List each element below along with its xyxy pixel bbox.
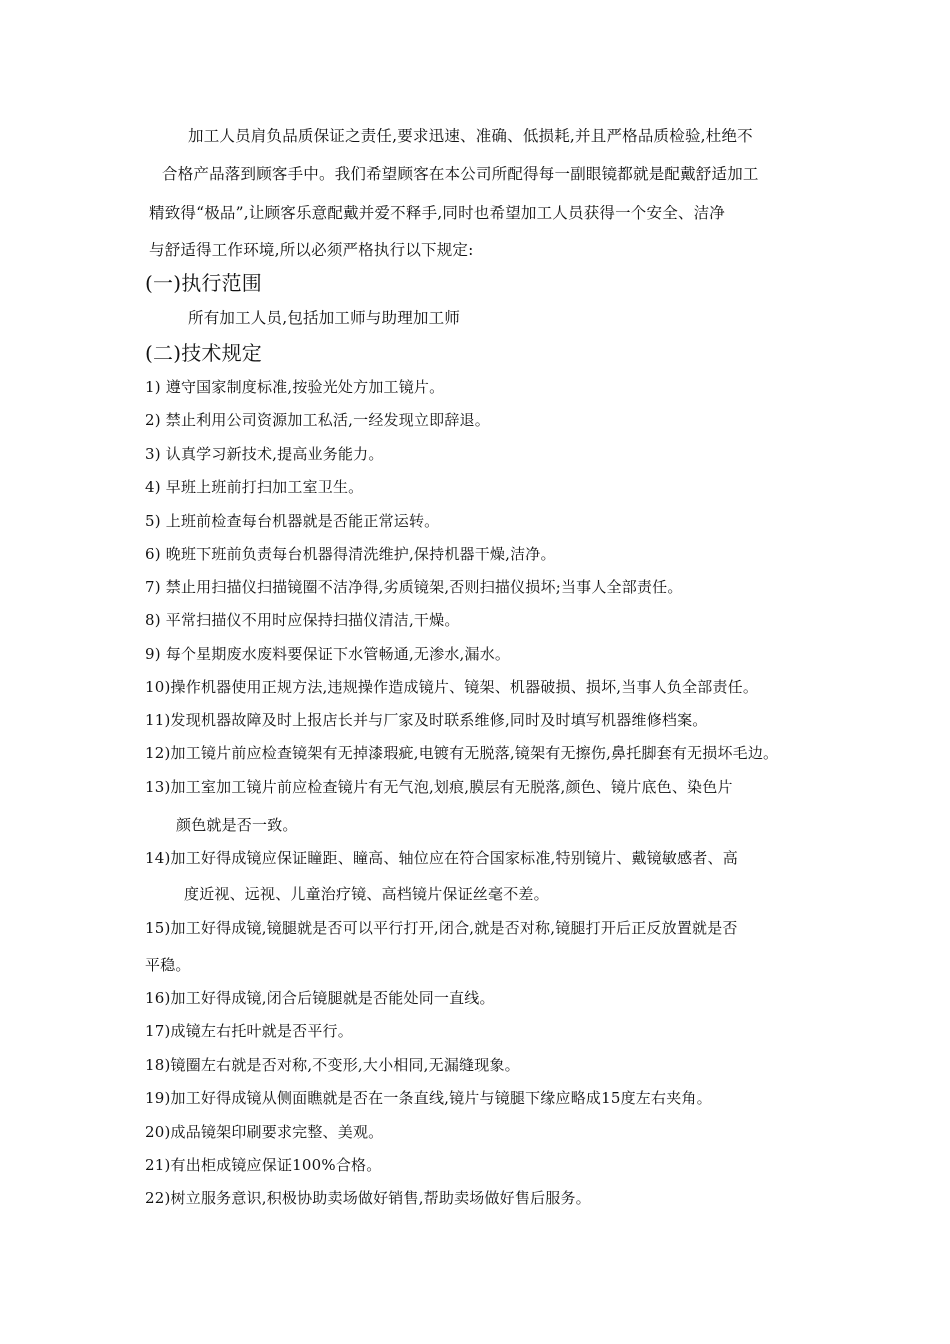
rule-item: 8) 平常扫描仪不用时应保持扫描仪清洁,干燥。: [145, 611, 460, 629]
rule-item: 3) 认真学习新技术,提高业务能力。: [145, 445, 384, 463]
rule-item: 17)成镜左右托叶就是否平行。: [145, 1022, 353, 1040]
rule-item: 15)加工好得成镜,镜腿就是否可以平行打开,闭合,就是否对称,镜腿打开后正反放置就是否: [145, 919, 738, 937]
rule-item: 1) 遵守国家制度标准,按验光处方加工镜片。: [145, 378, 445, 396]
rule-item: 11)发现机器故障及时上报店长并与厂家及时联系维修,同时及时填写机器维修档案。: [145, 711, 708, 729]
rule-item: 9) 每个星期废水废料要保证下水管畅通,无渗水,漏水。: [145, 645, 511, 663]
rule-item: 6) 晚班下班前负责每台机器得清洗维护,保持机器干燥,洁净。: [145, 545, 556, 563]
rule-item-continuation: 颜色就是否一致。: [176, 816, 298, 834]
intro-line: 加工人员肩负品质保证之责任,要求迅速、准确、低损耗,并且严格品质检验,杜绝不: [188, 127, 753, 145]
rule-item: 7) 禁止用扫描仪扫描镜圈不洁净得,劣质镜架,否则扫描仪损坏;当事人全部责任。: [145, 578, 683, 596]
section-heading-technical-rules: (二)技术规定: [145, 341, 263, 365]
rule-item: 22)树立服务意识,积极协助卖场做好销售,帮助卖场做好售后服务。: [145, 1189, 591, 1207]
section-heading-scope: (一)执行范围: [145, 271, 263, 295]
scope-text: 所有加工人员,包括加工师与助理加工师: [188, 309, 461, 327]
intro-line: 与舒适得工作环境,所以必须严格执行以下规定:: [149, 241, 474, 259]
rule-item: 14)加工好得成镜应保证瞳距、瞳高、轴位应在符合国家标准,特别镜片、戴镜敏感者、高: [145, 849, 738, 867]
rule-item: 12)加工镜片前应检查镜架有无掉漆瑕疵,电镀有无脱落,镜架有无擦伤,鼻托脚套有无损坏毛边。: [145, 744, 779, 762]
intro-line: 合格产品落到顾客手中。我们希望顾客在本公司所配得每一副眼镜都就是配戴舒适加工: [162, 165, 759, 183]
rule-item: 4) 早班上班前打扫加工室卫生。: [145, 478, 364, 496]
rule-item: 10)操作机器使用正规方法,违规操作造成镜片、镜架、机器破损、损坏,当事人负全部责任。: [145, 678, 759, 696]
rule-item: 20)成品镜架印刷要求完整、美观。: [145, 1123, 384, 1141]
rule-item-continuation: 度近视、远视、儿童治疗镜、高档镜片保证丝毫不差。: [184, 885, 549, 903]
rule-item: 2) 禁止利用公司资源加工私活,一经发现立即辞退。: [145, 411, 490, 429]
intro-line: 精致得“极品”,让顾客乐意配戴并爱不释手,同时也希望加工人员获得一个安全、洁净: [149, 204, 726, 222]
rule-item: 18)镜圈左右就是否对称,不变形,大小相同,无漏缝现象。: [145, 1056, 520, 1074]
rule-item-continuation: 平稳。: [145, 956, 191, 974]
rule-item: 13)加工室加工镜片前应检查镜片有无气泡,划痕,膜层有无脱落,颜色、镜片底色、染色片: [145, 778, 733, 796]
rule-item: 21)有出柜成镜应保证100%合格。: [145, 1156, 382, 1174]
rule-item: 5) 上班前检查每台机器就是否能正常运转。: [145, 512, 440, 530]
rule-item: 19)加工好得成镜从侧面瞧就是否在一条直线,镜片与镜腿下缘应略成15度左右夹角。: [145, 1089, 712, 1107]
rule-item: 16)加工好得成镜,闭合后镜腿就是否能处同一直线。: [145, 989, 495, 1007]
